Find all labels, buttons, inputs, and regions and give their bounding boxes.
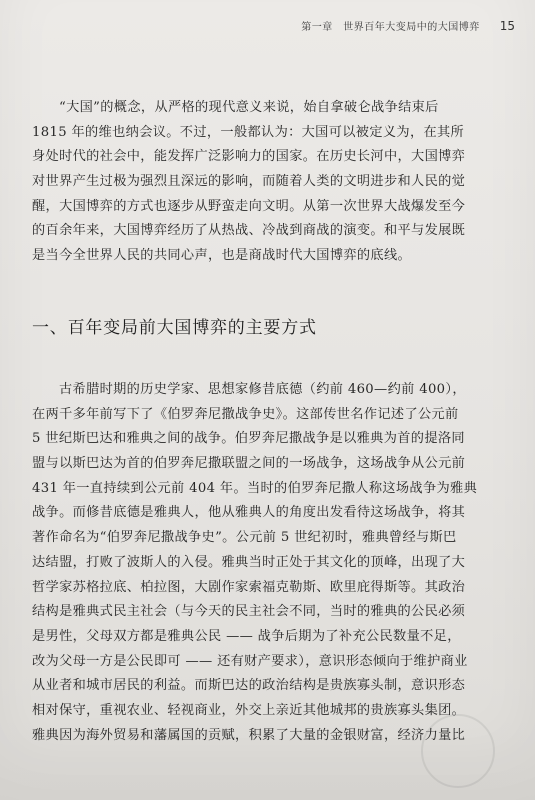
- text-line: 达结盟，打败了波斯人的入侵。雅典当时正处于其文化的顶峰，出现了大: [32, 554, 466, 570]
- running-header: [20, 18, 515, 33]
- text-line: 结构是雅典式民主社会（与今天的民主社会不同，当时的雅典的公民必须: [32, 604, 466, 620]
- text-line: 身处时代的社会中，能发挥广泛影响力的国家。在历史长河中，大国博弈: [32, 149, 466, 165]
- text-line: 醒，大国博弈的方式也逐步从野蛮走向文明。从第一次世界大战爆发至今: [32, 198, 466, 214]
- running-title: 第一章 世界百年大变局中的大国博弈: [301, 22, 480, 33]
- text-line: 在两千多年前写下了《伯罗奔尼撒战争史》。这部传世名作记述了公元前: [32, 406, 459, 422]
- section-heading: 一、百年变局前大国博弈的主要方式: [32, 318, 317, 338]
- text-line: 431 年一直持续到公元前 404 年。当时的伯罗奔尼撒人称这场战争为雅典: [32, 480, 478, 496]
- text-line: 是当今全世界人民的共同心声，也是商战时代大国博弈的底线。: [32, 248, 412, 264]
- text-line: “大国”的概念，从严格的现代意义来说，始自拿破仑战争结束后: [59, 100, 439, 115]
- watermark-seal: [421, 714, 495, 788]
- text-line: 雅典因为海外贸易和藩属国的贡赋，积累了大量的金银财富，经济力量比: [32, 727, 466, 743]
- text-line: 盟与以斯巴达为首的伯罗奔尼撒联盟之间的一场战争，这场战争从公元前: [32, 456, 466, 472]
- text-line: 战争。而修昔底德是雅典人，他从雅典人的角度出发看待这场战争，将其: [32, 505, 466, 521]
- intro-paragraph: [32, 96, 502, 269]
- text-line: 对世界产生过极为强烈且深远的影响，而随着人类的文明进步和人民的觉: [32, 174, 466, 190]
- section-paragraph: [32, 378, 502, 748]
- text-line: 1815 年的维也纳会议。不过，一般都认为：大国可以被定义为，在其所: [32, 124, 465, 140]
- page-number: 15: [499, 18, 515, 33]
- text-line: 是男性，父母双方都是雅典公民 —— 战争后期为了补充公民数量不足，: [32, 628, 461, 644]
- text-line: 5 世纪斯巴达和雅典之间的战争。伯罗奔尼撒战争是以雅典为首的提洛同: [32, 431, 465, 447]
- text-line: 哲学家苏格拉底、柏拉图，大剧作家索福克勒斯、欧里庇得斯等。其政治: [32, 579, 466, 595]
- text-line: 的百余年来，大国博弈经历了从热战、冷战到商战的演变。和平与发展既: [32, 223, 466, 239]
- text-line: 从业者和城市居民的利益。而斯巴达的政治结构是贵族寡头制，意识形态: [32, 678, 466, 694]
- text-line: 相对保守，重视农业、轻视商业，外交上亲近其他城邦的贵族寡头集团。: [32, 702, 466, 718]
- text-line: 著作命名为“伯罗奔尼撒战争史”。公元前 5 世纪初时，雅典曾经与斯巴: [32, 530, 457, 546]
- text-line: 改为父母一方是公民即可 —— 还有财产要求），意识形态倾向于维护商业: [32, 653, 468, 669]
- text-line: 古希腊时期的历史学家、思想家修昔底德（约前 460—约前 400），: [59, 382, 466, 397]
